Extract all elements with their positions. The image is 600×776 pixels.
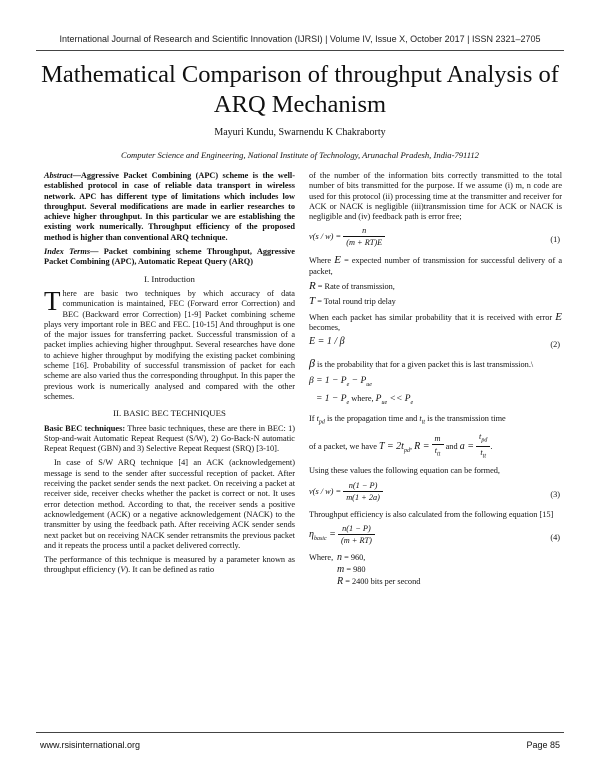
paper-title: Mathematical Comparison of throughput Analysis of ARQ Mechanism [41, 61, 559, 118]
abstract [44, 171, 295, 243]
bec-heading: II. BASIC BEC TECHNIQUES [113, 408, 226, 419]
eq4-fraction [338, 524, 375, 546]
bec-lead: Basic BEC techniques: [44, 423, 126, 433]
eq4-lhs [309, 529, 336, 540]
left-column [44, 171, 295, 580]
rel2-lhs: R = [414, 440, 430, 452]
propagation-paragraph [309, 414, 562, 428]
bec-paragraph-1 [44, 424, 295, 455]
p4-text-d: of a packet, we have [309, 441, 380, 451]
bec-p3-text-b: ). It can be defined as ratio [125, 565, 215, 575]
beta-l2-sub: e [346, 399, 350, 406]
beta-l1-sub: e [346, 381, 350, 388]
beta-text: is the probability that for a given packet this is last transmission.\ [314, 360, 534, 370]
eq1-denominator: (m + RT)E [346, 238, 383, 248]
intro-text: here are basic two techniques by which accuracy of data communication is maintained, FEC (Forward error Correction) and BEC (Backward error Correction) [1-9] Packet combining scheme plays very important role in BEC and FEC. [10-15] And throughput is one of the major issues for transferring packet. Successful transmission of a packet implies achieving higher throughput. Several researches have done to achieve higher throughput by modifying the existing packet combining scheme [16]. Probability of successful transmission of packet for each scheme are also varied thus the corresponding throughput. In this paper the previous work is numerically analysed and compared with the other schemes. [44, 288, 295, 401]
t-def-text: = Total round trip delay [315, 297, 396, 307]
rel-and: and [443, 441, 460, 451]
tpd-symbol: t [316, 413, 319, 423]
beta-where: where, [349, 393, 376, 403]
eq3-numerator: n(1 − P) [343, 481, 383, 492]
rel2-den-sub: tt [437, 451, 441, 458]
r-symbol: R [309, 280, 316, 293]
p4-text-a: If [309, 413, 317, 423]
equation-2 [309, 337, 562, 355]
rel3-lhs: a = [459, 440, 474, 452]
bec-p3-text-a: The performance of this technique is measured by a parameter known as throughput efficiency ( [44, 555, 295, 575]
eq4-eta-sub: basic [313, 535, 327, 542]
value-list [337, 553, 420, 588]
equation-1 [309, 226, 562, 252]
p2-symbol: E [555, 310, 562, 323]
affiliation: Computer Science and Engineering, National Institute of Technology, Arunachal Pradesh, India-791112 [121, 150, 479, 160]
eq3-tag: (3) [550, 489, 560, 499]
eq4-tag: (4) [550, 532, 560, 542]
beta-l1-b: − P [349, 375, 367, 386]
abstract-text: —Aggressive Packet Combining (APC) scheme is the well-established protocol in case of reliable data transport in wireless network. APC has different type of limitations which includes low throughput. Several modifications are made in earlier researches to achieve higher throughput. In this particular we are establishing the existing work numerically. Throughput efficiency of the proposed method is higher than conventional ARQ technique. [44, 171, 295, 242]
value-text: = 2400 bits per second [345, 577, 421, 587]
rel1-expr [379, 441, 410, 452]
rel3-numerator [476, 432, 490, 447]
right-column [309, 171, 563, 588]
value-text: = 980 [346, 565, 366, 575]
t-symbol: T [309, 295, 316, 308]
eq4-numerator: n(1 − P) [338, 524, 375, 535]
eq2-expr: E = 1 / β [309, 336, 345, 348]
index-terms [44, 247, 295, 268]
beta-symbol: β [309, 356, 315, 371]
value-symbol: m [337, 564, 345, 576]
beta-paragraph [309, 358, 562, 370]
bec-paragraph-3 [44, 555, 295, 576]
rel2-denominator [432, 445, 444, 461]
where-e-text-a: Where [309, 256, 335, 266]
eq1-tag: (1) [550, 235, 560, 245]
r-def-text: = Rate of transmission, [315, 282, 395, 292]
where-label: Where, [309, 552, 334, 562]
parameter-values [309, 551, 562, 588]
t-definition [309, 296, 562, 307]
beta-equation-line-1 [309, 376, 562, 390]
equation-4 [309, 524, 562, 550]
ttt-sub: tt [421, 419, 426, 426]
equation-3 [309, 481, 562, 507]
where-e-text-b: = expected number of transmission for successful delivery of a packet, [309, 256, 563, 276]
beta-l2-a: = 1 − P [316, 393, 347, 404]
value-row [337, 577, 420, 587]
eq3-fraction [343, 481, 383, 503]
bec-p3-symbol: V [120, 565, 126, 575]
rel3-num-sub: pd [481, 437, 488, 444]
rel3-den-sub: tt [482, 453, 486, 460]
rel3-fraction [476, 432, 490, 462]
where-e-symbol: E [334, 254, 341, 267]
authors: Mayuri Kundu, Swarnendu K Chakraborty [214, 127, 386, 138]
bec-paragraph-2: In case of S/W ARQ technique [4] an ACK (acknowledgement) message is send to the sender after successful reception of packet. After receiving the packet sender sends the next packet. On receiving a packet at receiver side, receiver checks whether the packet is correct or not. It uses error detection method. According to that, the receiver sends a positive acknowledgement (ACK) or a negative acknowledgement (NACK) to the transmitter by using the feedback path. After receiving ACK sender sends next packet but on receiving NACK sender retransmits the previous packet and it repeats the process until a packet delivered correctly. [44, 458, 295, 550]
relations-line: of a packet, we have $T = 2t_{pd}$, R = $\frac{m}{t_{tt}}$ and a = $\frac{t_{pd}}{t_{tt}}$ . [309, 432, 562, 462]
rel3-den-text: t [480, 447, 483, 457]
p2-text-b: becomes, [309, 322, 341, 332]
value-symbol: n [337, 551, 342, 563]
eq1-numerator: n [343, 226, 385, 237]
header-rule [36, 50, 564, 51]
rel1-sub: pd [403, 447, 410, 454]
where-e-line [309, 255, 562, 277]
right-paragraph-6: Throughput efficiency is also calculated from the following equation [15] [309, 509, 554, 519]
beta-equation-line-2 [309, 394, 562, 408]
tpd-sub: pd [318, 419, 325, 426]
right-paragraph-5: Using these values the following equation can be formed, [309, 466, 501, 476]
rel3-denominator [476, 447, 490, 463]
p4-text-b: is the propagation time and [324, 413, 420, 423]
beta-cond-b: << P [387, 393, 411, 404]
value-row [337, 565, 420, 575]
beta-cond-sub2: e [410, 399, 414, 406]
value-symbol: R [337, 576, 344, 588]
right-paragraph-2 [309, 312, 562, 334]
journal-header: International Journal of Research and Scientific Innovation (IJRSI) | Volume IV, Issue X, October 2017 | ISSN 2321–2705 [59, 34, 541, 44]
abstract-label: Abstract [44, 171, 73, 180]
eq2-tag: (2) [550, 340, 560, 350]
ttt-symbol: t [419, 413, 422, 423]
eq4-equals: = [326, 528, 336, 540]
rel2-numerator: m [432, 434, 444, 445]
index-terms-text: — Packet combining scheme Throughput, Aggressive Packet Combining (APC), Automatic Repeat Query (ARQ) [44, 247, 295, 267]
p4-text-c: is the transmission time [425, 413, 506, 423]
rel3-num-text: t [479, 431, 482, 441]
eq1-fraction [343, 226, 385, 248]
eq1-lhs: v(s / w) = [309, 232, 342, 242]
beta-cond-sub: ue [381, 399, 388, 406]
p2-text-a: When each packet has similar probability that it is received with error [309, 312, 556, 322]
bec-p1-text: Three basic techniques, these are there in BEC: 1) Stop-and-wait Automatic Repeat Request (S/W), 2) Go-Back-N automatic Repeat Request (GBN) and 3) Selective Repeat Request (SRQ) [3-10]. [44, 423, 296, 454]
value-row [337, 553, 420, 563]
footer-rule [36, 732, 564, 733]
footer-page-number: Page 85 [526, 740, 560, 750]
eq4-eta: η [309, 528, 314, 540]
right-paragraph-1: of the number of the information bits correctly transmitted to the total number of bits transmitted for the purpose. If we assume (i) m, n code are used for this protocol (ii) processing time at the transmitter and receiver for ACK or NACK is negligible (iii)transmission time for ACK or NACK is negligible and (iv) feedback path is error free; [309, 171, 562, 222]
intro-paragraph [44, 285, 295, 402]
intro-dropcap: T [44, 285, 61, 316]
r-definition [309, 281, 562, 292]
value-text: = 960, [344, 552, 366, 562]
rel2-den-text: t [434, 445, 438, 455]
beta-l1-a: β = 1 − P [309, 375, 347, 386]
eq4-denominator: (m + RT) [340, 535, 372, 545]
index-terms-label: Index Terms [44, 247, 91, 257]
intro-heading: I. Introduction [144, 273, 195, 284]
beta-cond-a: P [375, 393, 382, 404]
beta-l1-sub2: ue [366, 381, 372, 388]
footer-url: www.rsisinternational.org [40, 740, 141, 750]
rel2-fraction [432, 434, 444, 461]
eq3-lhs: v(s / w) = [309, 486, 342, 496]
rel1-text: T = 2t [379, 440, 404, 452]
eq3-denominator: m(1 + 2a) [346, 492, 380, 502]
